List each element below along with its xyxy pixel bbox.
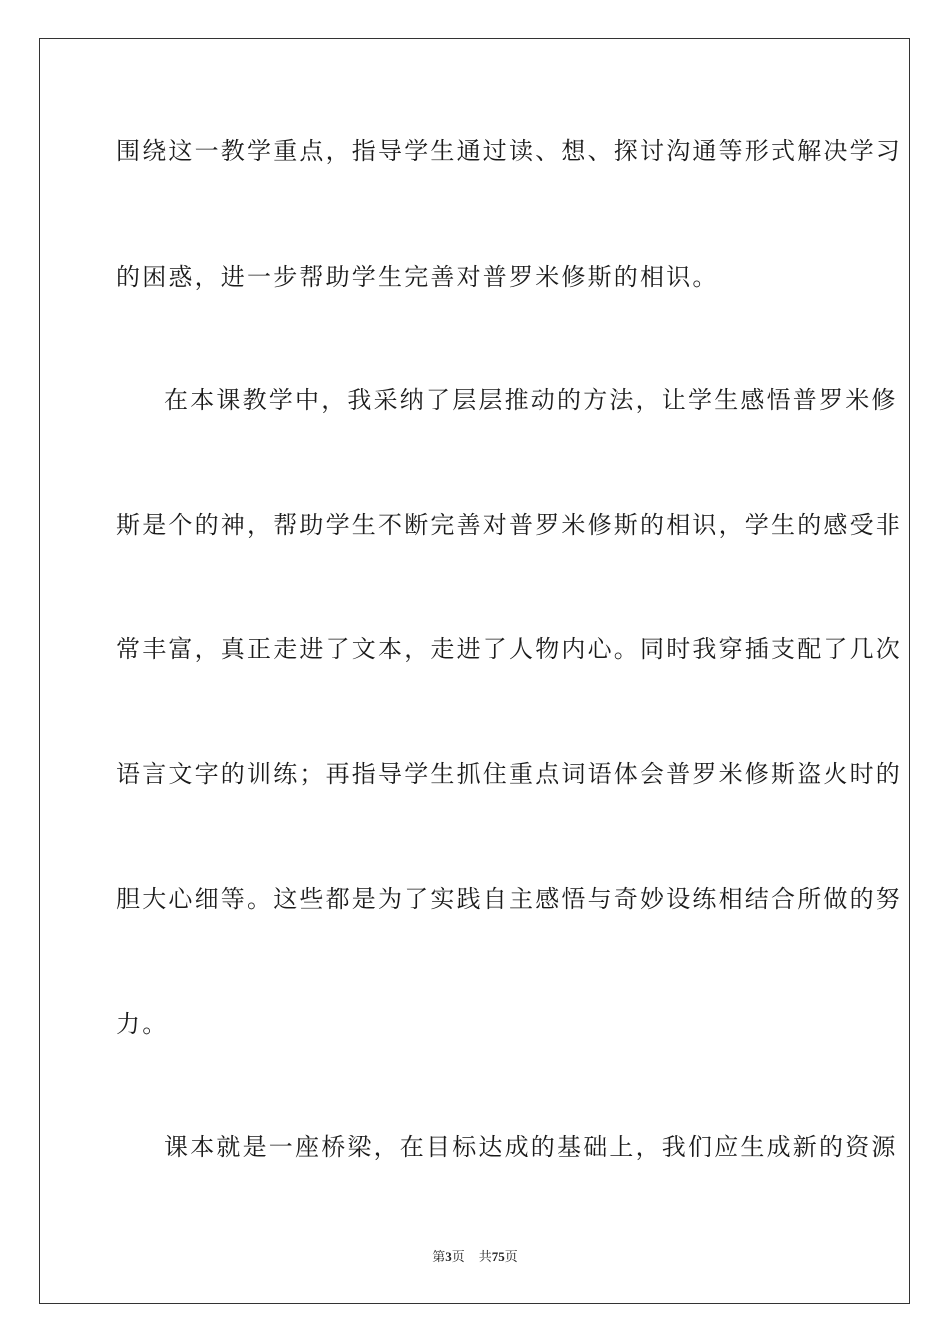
paragraph-line-8: 力。 <box>116 1010 169 1038</box>
paragraph-line-2: 的困惑，进一步帮助学生完善对普罗米修斯的相识。 <box>116 263 719 291</box>
page-border <box>39 38 910 1304</box>
page-number-prefix: 第 <box>432 1250 446 1265</box>
current-page-number: 3 <box>445 1249 452 1264</box>
page-footer <box>0 1248 950 1267</box>
paragraph-line-6: 语言文字的训练；再指导学生抓住重点词语体会普罗米修斯盗火时的 <box>116 760 902 788</box>
paragraph-line-4: 斯是个的神，帮助学生不断完善对普罗米修斯的相识，学生的感受非 <box>116 511 902 539</box>
total-pages-number: 75 <box>491 1249 505 1264</box>
paragraph-line-1: 围绕这一教学重点，指导学生通过读、想、探讨沟通等形式解决学习 <box>116 137 902 165</box>
paragraph-line-9: 课本就是一座桥梁，在目标达成的基础上，我们应生成新的资源 <box>164 1133 898 1161</box>
paragraph-line-3: 在本课教学中，我采纳了层层推动的方法，让学生感悟普罗米修 <box>164 386 898 414</box>
page-number-suffix: 页 <box>451 1250 465 1265</box>
paragraph-line-5: 常丰富，真正走进了文本，走进了人物内心。同时我穿插支配了几次 <box>116 635 902 663</box>
total-pages-suffix: 页 <box>504 1250 518 1265</box>
paragraph-line-7: 胆大心细等。这些都是为了实践自主感悟与奇妙设练相结合所做的努 <box>116 885 902 913</box>
total-pages-prefix: 共 <box>478 1250 492 1265</box>
